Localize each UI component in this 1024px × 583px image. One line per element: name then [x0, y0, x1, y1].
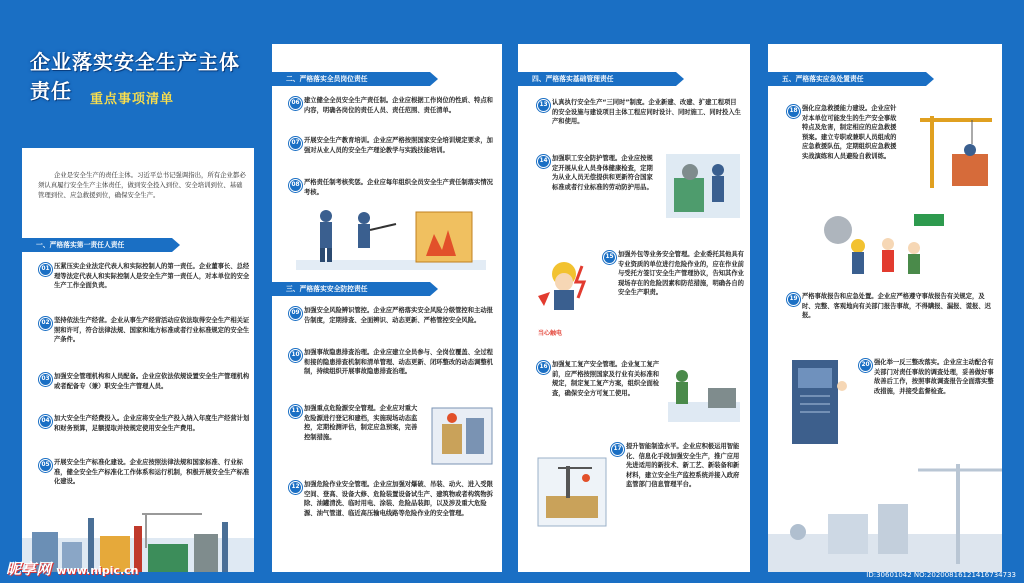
- list-item: 加大安全生产经费投入。企业应将安全生产投入纳入年度生产经营计划和财务预算，足额提取并按规定使用安全生产费用。: [54, 415, 250, 432]
- list-item: 严格事故报告和应急处置。企业应严格遵守事故报告有关规定，及时、完整、客观地向有关部门报告事故，不得瞒报、漏报、谎报、迟报。: [802, 293, 991, 319]
- section-title: 五、严格落实应急处置责任: [768, 72, 926, 86]
- control-cabinet-illustration: [786, 356, 848, 448]
- watermark-url: www.nipic.cn: [56, 564, 139, 577]
- item-number: 10: [290, 350, 301, 361]
- shock-warning-caption: 当心触电: [538, 330, 563, 337]
- resume-work-illustration: [664, 362, 744, 424]
- list-item: 强化举一反三整改落实。企业应主动配合有关部门对责任事故的调查处理，妥善做好事故善后工作，按照事故调查报告全面落实整改措施，并接受监督检查。: [874, 359, 994, 395]
- list-item: 加强安全管理机构和人员配备。企业应依法依规设置安全生产管理机构或者配备专（兼）职安全生产管理人员。: [54, 373, 250, 390]
- item-number: 03: [40, 374, 51, 385]
- item-number: 16: [538, 362, 549, 373]
- fire-training-illustration: [296, 204, 486, 270]
- item-number: 06: [290, 98, 301, 109]
- item-number: 20: [860, 360, 871, 371]
- main-title: 企业落实安全生产主体责任: [30, 50, 240, 103]
- intro-paragraph: 企业是安全生产的责任主体。习近平总书记强调指出，所有企业都必须认真履行安全生产主体责任，做到安全投入到位、安全培训到位、基础管理到位、应急救援到位，确保安全生产。: [38, 171, 246, 199]
- list-item: 坚持依法生产经营。企业从事生产经营活动应依法取得安全生产相关证照和许可，符合法律法规、国家和地方标准或者行业标准规定的安全生产条件。: [54, 317, 250, 343]
- site-watermark: [6, 558, 139, 579]
- item-number: 15: [604, 252, 615, 263]
- panel-4: [768, 44, 1002, 572]
- list-item: 开展安全生产标准化建设。企业应按照法律法规和国家标准、行业标准，健全安全生产标准化工作体系和运行机制，积极开展安全生产标准化建设。: [54, 459, 250, 485]
- item-number: 18: [788, 106, 799, 117]
- list-item: 开展安全生产教育培训。企业应严格按照国家安全培训规定要求，加强对从业人员的安全生产理论教学与实践技能培训。: [304, 137, 493, 154]
- list-item: 建立健全全员安全生产责任制。企业应根据工作岗位的性质、特点和内容，明确各岗位的责任人员、责任范围、责任清单。: [304, 97, 493, 114]
- item-number: 04: [40, 416, 51, 427]
- list-item: 压紧压实企业法定代表人和实际控制人的第一责任。企业董事长、总经理等法定代表人和实际控制人是安全生产第一责任人，对本单位的安全生产工作全面负责。: [54, 263, 250, 289]
- evacuation-drill-illustration: [818, 210, 948, 280]
- smart-manufacturing-illustration: [536, 456, 608, 528]
- list-item: 提升智能制造水平。企业应积极运用智能化、信息化手段加强安全生产，推广应用先进适用的新技术、新工艺、新装备和新材料，建立安全生产监控系统并接入政府监管部门信息管理平台。: [626, 443, 740, 488]
- item-number: 19: [788, 294, 799, 305]
- panel-2: [272, 44, 502, 572]
- item-number: 07: [290, 138, 301, 149]
- construction-silhouette-illustration: [768, 454, 1002, 572]
- list-item: 加强职工安全防护管理。企业应按规定开展从业人员身体健康检查，定期为从业人员无偿提供和更新符合国家标准或者行业标准的劳动防护用品。: [552, 155, 653, 191]
- panel-1-body: [22, 148, 254, 572]
- list-item: 加强复工复产安全管理。企业复工复产前，应严格按照国家及行业有关标准和规定，制定复工复产方案，组织全面检查，确保安全方可复工使用。: [552, 361, 660, 397]
- crane-rescue-illustration: [912, 110, 996, 190]
- item-number: 09: [290, 308, 301, 319]
- item-number: 14: [538, 156, 549, 167]
- watermark-name: 昵享网: [6, 560, 52, 578]
- list-item: 加强事故隐患排查治理。企业应建立全员参与、全岗位覆盖、全过程衔接的隐患排查机制和清单管理、动态更新、闭环整改的动态调整机制，持续组织开展事故隐患排查治理。: [304, 349, 493, 375]
- section-title: 二、严格落实全员岗位责任: [272, 72, 430, 86]
- list-item: 加强安全风险辨识管控。企业应严格落实安全风险分级管控和主动报告制度，定期排查、全面辨识、动态更新、严格管控安全风险。: [304, 307, 493, 324]
- list-item: 加强危险作业安全管理。企业应加强对爆破、吊装、动火、进入受限空间、登高、设备大修、危险装置设备试生产、建筑物或者构筑物拆除、油罐清洗、临时用电、涂装、危险品装卸，以及涉及重大危险源、油气管道、临近高压输电线路等危险作业的安全管理。: [304, 481, 493, 517]
- item-number: 12: [290, 482, 301, 493]
- list-item: 严格责任制考核奖惩。企业应每年组织全员安全生产责任制落实情况考核。: [304, 179, 493, 196]
- electric-shock-illustration: [530, 256, 600, 326]
- item-number: 13: [538, 100, 549, 111]
- list-item: 认真执行安全生产“三同时”制度。企业新建、改建、扩建工程项目的安全设施与建设项目主体工程应同时设计、同时施工、同时投入生产和使用。: [552, 99, 741, 125]
- image-id-text: ID:30601042 NO:20200816121416734733: [866, 571, 1016, 579]
- list-item: 强化应急救援能力建设。企业应针对本单位可能发生的生产安全事故特点及危害，制定相应的应急救援预案。建立专职或兼职人员组成的应急救援队伍，定期组织应急救援实战演练和人员避险自救训练。: [802, 105, 897, 160]
- panel-3: [518, 44, 750, 572]
- protective-workers-illustration: [660, 148, 744, 224]
- panel-1: [22, 40, 254, 572]
- item-number: 08: [290, 180, 301, 191]
- item-number: 17: [612, 444, 623, 455]
- danger-source-illustration: [428, 404, 496, 468]
- sub-title: 重点事项清单: [90, 92, 175, 107]
- header: [22, 40, 254, 140]
- section-title: 四、严格落实基础管理责任: [518, 72, 676, 86]
- item-number: 01: [40, 264, 51, 275]
- section-title: 一、严格落实第一责任人责任: [22, 238, 172, 252]
- section-title: 三、严格落实安全防控责任: [272, 282, 430, 296]
- item-number: 11: [290, 406, 301, 417]
- item-number: 05: [40, 460, 51, 471]
- list-item: 加强外包等业务安全管理。企业委托其他具有专业资质的单位进行危险作业的，应在作业前与受托方签订安全生产管理协议，告知其作业现场存在的危险因素和防范措施，明确各自的安全生产职责。: [618, 251, 744, 296]
- item-number: 02: [40, 318, 51, 329]
- list-item: 加强重点危险源安全管理。企业应对重大危险源进行登记和建档，实施现场动态监控，定期检测评估，制定应急预案，完善控制措施。: [304, 405, 418, 441]
